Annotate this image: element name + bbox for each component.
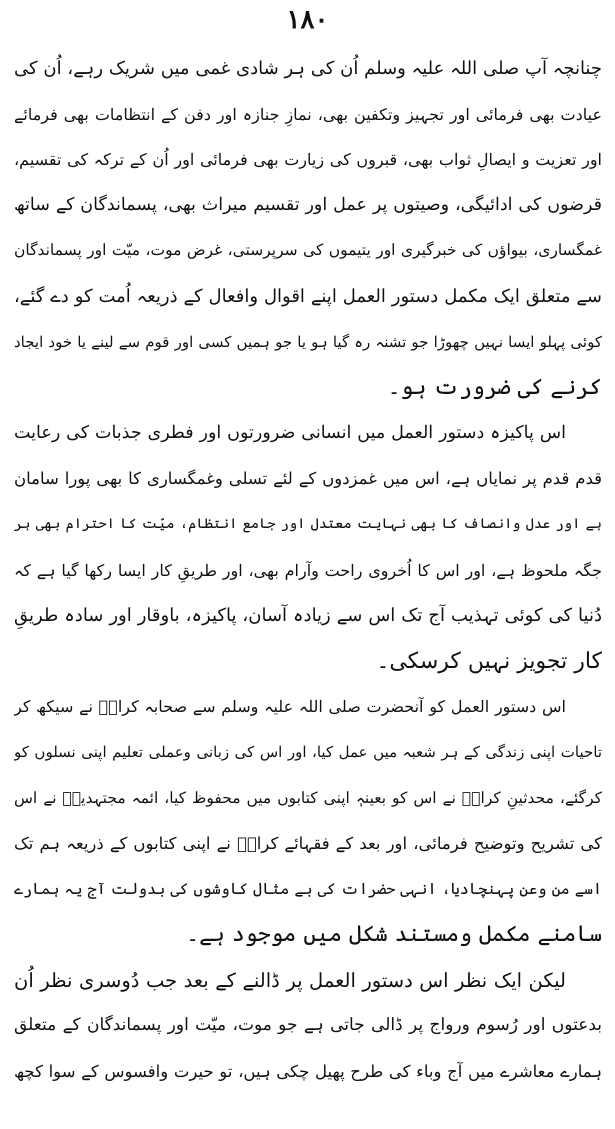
page-number: ۱۸۰ xyxy=(286,5,329,35)
text-line: جگہ ملحوظ ہے، اور اس کا اُخروی راحت وآرام بھی، اور طریقِ کار ایسا رکھا گیا ہے کہ xyxy=(14,560,602,580)
text-line: چنانچہ آپ صلی اللہ علیہ وسلم اُن کی ہر شادی غمی میں شریک رہے، اُن کی xyxy=(14,58,602,79)
text-line: بدعتوں اور رُسوم ورواج پر ڈالی جاتی ہے جو موت، میّت اور پسماندگان کے متعلق xyxy=(14,1015,602,1036)
text-line: سامنے مکمل ومستند شکل میں موجود ہے۔ xyxy=(186,922,602,948)
text-line: لیکن ایک نظر اس دستور العمل پر ڈالنے کے بعد جب دُوسری نظر اُن xyxy=(14,968,567,992)
text-line: کی تشریح وتوضیح فرمائی، اور بعد کے فقہائے کرامؒ نے اپنی کتابوں کے ذریعہ ہم تک xyxy=(14,834,602,854)
text-line: کرنے کی ضرورت ہو۔ xyxy=(387,375,602,401)
text-line: اس پاکیزہ دستور العمل میں انسانی ضرورتوں اور فطری جذبات کی رعایت xyxy=(14,422,566,443)
text-line: اس دستور العمل کو آنحضرت صلی اللہ علیہ وسلم سے صحابہ کرامؓ نے سیکھ کر xyxy=(14,697,567,717)
text-line: کار تجویز نہیں کرسکی۔ xyxy=(376,648,602,674)
text-line: دُنیا کی کوئی تہذیب آج تک اس سے زیادہ آسان، پاکیزہ، باوقار اور سادہ طریقِ xyxy=(14,605,602,627)
text-line: کوئی پہلو ایسا نہیں چھوڑا جو تشنہ رہ گیا ہو یا جو ہمیں کسی اور قوم سے لینے یا خود ایجاد xyxy=(14,332,602,351)
text-line: ہے اور عدل وانصاف کا بھی نہایت معتدل اور جامع انتظام، میّت کا احترام بھی ہر xyxy=(14,515,602,532)
text-line: کرگئے، محدثینِ کرامؒ نے اس کو بعینہٖ اپنی کتابوں میں محفوظ کیا، ائمہ مجتہدینؒ نے اس xyxy=(14,788,602,807)
text-line: عیادت بھی فرمائی اور تجہیز وتکفین بھی، نمازِ جنازہ اور دفن کے انتظامات بھی فرمائے xyxy=(14,104,602,124)
page-body xyxy=(14,46,602,1095)
text-line: قدم قدم پر نمایاں ہے، اس میں غمزدوں کے لئے تسلی وغمگساری کا بھی پورا سامان xyxy=(14,469,602,489)
text-line: اور تعزیت و ایصالِ ثواب بھی، قبروں کی زیارت بھی فرمائی اور اُن کے ترکہ کی تقسیم، xyxy=(14,150,602,170)
text-line: تاحیات اپنی زندگی کے ہر شعبہ میں عمل کیا، اور اس کی زبانی وعملی تعلیم اپنی نسلوں کو xyxy=(14,742,602,761)
text-line: اسے من وعن پہنچادیا، انہی حضرات کی بے مثال کاوشوں کی بدولت آج یہ ہمارے xyxy=(14,879,602,898)
text-line: ہمارے معاشرے میں آج وباء کی طرح پھیل چکی ہیں، تو حیرت وافسوس کے سوا کچھ xyxy=(14,1062,602,1082)
text-line: غمگساری، بیواؤں کی خبرگیری اور یتیموں کی سرپرستی، غرض موت، میّت اور پسماندگان xyxy=(14,241,602,260)
text-line: قرضوں کی ادائیگی، وصیتوں پر عمل اور تقسیم میراث بھی، پسماندگان کے ساتھ xyxy=(14,194,602,215)
text-line: سے متعلق ایک مکمل دستور العمل اپنے اقوال وافعال کے ذریعہ اُمت کو دے گئے، xyxy=(14,285,602,307)
